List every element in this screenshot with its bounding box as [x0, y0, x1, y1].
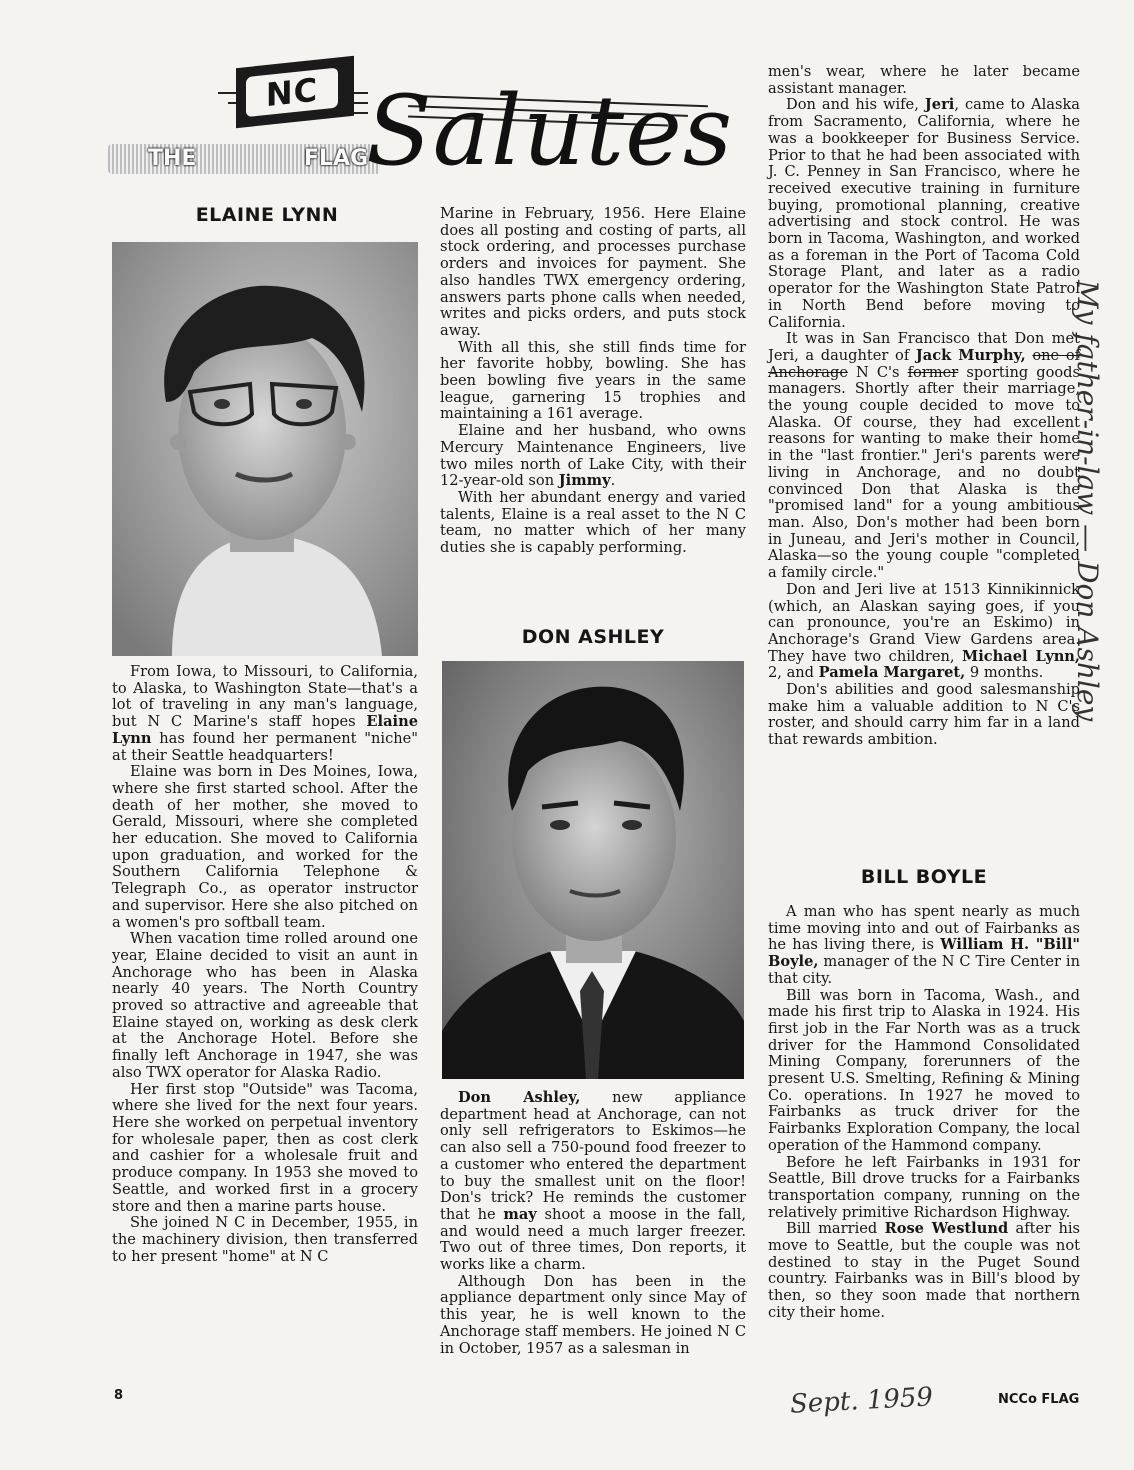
paragraph: men's wear, where he later became assistant manager.: [768, 63, 1080, 97]
paragraph: From Iowa, to Missouri, to California, to Alaska, to Washington State—that's a lot of traveling in any man's language, but N C Marine's staff hopes Elaine Lynn has found her permanent "niche" at their Seattle headquarters!: [112, 663, 418, 764]
page-number: 8: [114, 1388, 124, 1403]
paragraph: Bill married Rose Westlund after his move to Seattle, but the couple was not destined to stay in the Puget Sound country. Fairbanks was in Bill's blood by then, so they soon made that northern city their home.: [768, 1220, 1080, 1321]
handwritten-margin-note: [1071, 280, 1130, 1140]
paragraph: Elaine was born in Des Moines, Iowa, where she first started school. After the death of her mother, she moved to Gerald, Missouri, where she completed her education. She moved to California upon graduation, and worked for the Southern California Telephone & Telegraph Co., as operator instructor and supervisor. Here she also pitched on a women's pro softball team.: [112, 763, 418, 931]
nc-flag-logo: [236, 56, 354, 128]
the-text: THE: [148, 146, 197, 171]
masthead: [108, 52, 734, 202]
paragraph: Before he left Fairbanks in 1931 for Seattle, Bill drove trucks for a Fairbanks transportation company, running on the relatively primitive Richardson Highway.: [768, 1153, 1080, 1221]
heading-don-ashley: DON ASHLEY: [521, 626, 665, 648]
publication-name: NCCo FLAG: [998, 1392, 1080, 1407]
struck-text: former: [907, 363, 959, 381]
paragraph: It was in San Francisco that Don met Jeri, a daughter of Jack Murphy, one of Anchorage N C's former sporting goods managers. Shortly after their marriage, the young couple decided to move to Alaska. Of course, they had excellent reasons for wanting to make their home in the "last frontier." Jeri's parents were living in Anchorage, and no doubt convinced Don that Alaska is the "promised land" for a young ambitious man. Also, Don's mother had been born in Juneau, and Jeri's mother in Council, Alaska—so the young couple "completed a family circle.": [768, 330, 1081, 582]
paragraph: She joined N C in December, 1955, in the machinery division, then transferred to her present "home" at N C: [112, 1214, 418, 1265]
paragraph: Marine in February, 1956. Here Elaine does all posting and costing of parts, all stock ordering, and processes purchase orders and invoices for payment. She also handles TWX emergency ordering, answers parts phone calls when needed, writes and picks orders, and puts stock away.: [440, 205, 746, 339]
flag-text: FLAG: [304, 146, 369, 171]
column-3-top-text: [768, 64, 1080, 749]
column-2-bottom-text: [440, 1090, 746, 1357]
heading-bill-boyle: BILL BOYLE: [860, 866, 988, 888]
photo-don-ashley: [442, 661, 744, 1079]
paragraph: Don and Jeri live at 1513 Kinnikinnick (which, an Alaskan saying goes, if you can pronounce, you're an Eskimo) in Anchorage's Grand View Gardens area. They have two children, Michael Lynn, 2, and Pamela Margaret, 9 months.: [768, 580, 1080, 682]
handwritten-date: Sept. 1959: [789, 1382, 934, 1420]
paragraph: With all this, she still finds time for her favorite hobby, bowling. She has been bowling five years in the same league, garnering 15 trophies and maintaining a 161 average.: [440, 338, 746, 423]
margin-note-text: My father-in-law — Don Ashley: [1071, 280, 1104, 722]
struck-text: one of Anchorage: [768, 346, 1081, 381]
paragraph: Elaine and her husband, who owns Mercury Maintenance Engineers, live two miles north of Lake City, with their 12-year-old son Jimmy.: [440, 422, 746, 490]
paragraph: A man who has spent nearly as much time moving into and out of Fairbanks as he has living there, is William H. "Bill" Boyle, manager of the N C Tire Center in that city.: [768, 903, 1080, 987]
paragraph: Don and his wife, Jeri, came to Alaska from Sacramento, California, where he was a bookkeeper for Business Service. Prior to that he had been associated with J. C. Penney in San Francisco, where he received executive training in furniture buying, promotional planning, creative advertising and stock control. He was born in Tacoma, Washington, and worked as a foreman in the Port of Tacoma Cold Storage Plant, and later as a radio operator for the Washington State Patrol in North Bend before moving to California.: [768, 96, 1081, 331]
heading-elaine-lynn: ELAINE LYNN: [195, 204, 339, 226]
paragraph: Her first stop "Outside" was Tacoma, where she lived for the next four years. Here she worked on perpetual inventory for wholesale paper, then as cost clerk and cashier for a wholesale fruit and produce company. In 1953 she moved to Seattle, and worked first in a grocery store and then a marine parts house.: [112, 1080, 418, 1215]
nc-badge-text: NC: [246, 67, 338, 117]
paragraph: With her abundant energy and varied talents, Elaine is a real asset to the N C team, no matter which of her many duties she is capably performing.: [440, 488, 746, 557]
column-3-bottom-text: [768, 904, 1080, 1322]
paragraph: When vacation time rolled around one year, Elaine decided to visit an aunt in Anchorage who has been in Alaska nearly 40 years. The North Country proved so attractive and agreeable that Elaine stayed on, working as desk clerk at the Anchorage Hotel. Before she finally left Anchorage in 1947, she was also TWX operator for Alaska Radio.: [112, 930, 418, 1081]
paragraph: Although Don has been in the appliance department only since May of this year, he is well known to the Anchorage staff members. He joined N C in October, 1957 as a salesman in: [440, 1272, 746, 1357]
portrait-elaine: [112, 242, 418, 656]
page-title: Salutes: [366, 75, 734, 187]
column-2-top-text: [440, 206, 746, 557]
paragraph: Bill was born in Tacoma, Wash., and made his first trip to Alaska in 1924. His first job in the Far North was as a truck driver for the Hammond Consolidated Mining Company, forerunners of the present U.S. Smelting, Refining & Mining Co. operations. In 1927 he moved to Fairbanks as truck driver for the Fairbanks Exploration Company, the local operation of the Hammond company.: [768, 986, 1080, 1154]
the-flag-banner: [108, 144, 380, 174]
column-1-text: [112, 664, 418, 1265]
paragraph: Don's abilities and good salesmanship make him a valuable addition to N C's roster, and should carry him far in a land that rewards ambition.: [768, 681, 1080, 749]
portrait-don: [442, 661, 744, 1079]
paragraph: Don Ashley, new appliance department head at Anchorage, can not only sell refrigerators to Eskimos—he can also sell a 750-pound food freezer to a customer who entered the department to buy the smallest unit on the floor! Don's trick? He reminds the customer that he may shoot a moose in the fall, and would need a much larger freezer. Two out of three times, Don reports, it works like a charm.: [440, 1089, 746, 1274]
photo-elaine-lynn: [112, 242, 418, 656]
